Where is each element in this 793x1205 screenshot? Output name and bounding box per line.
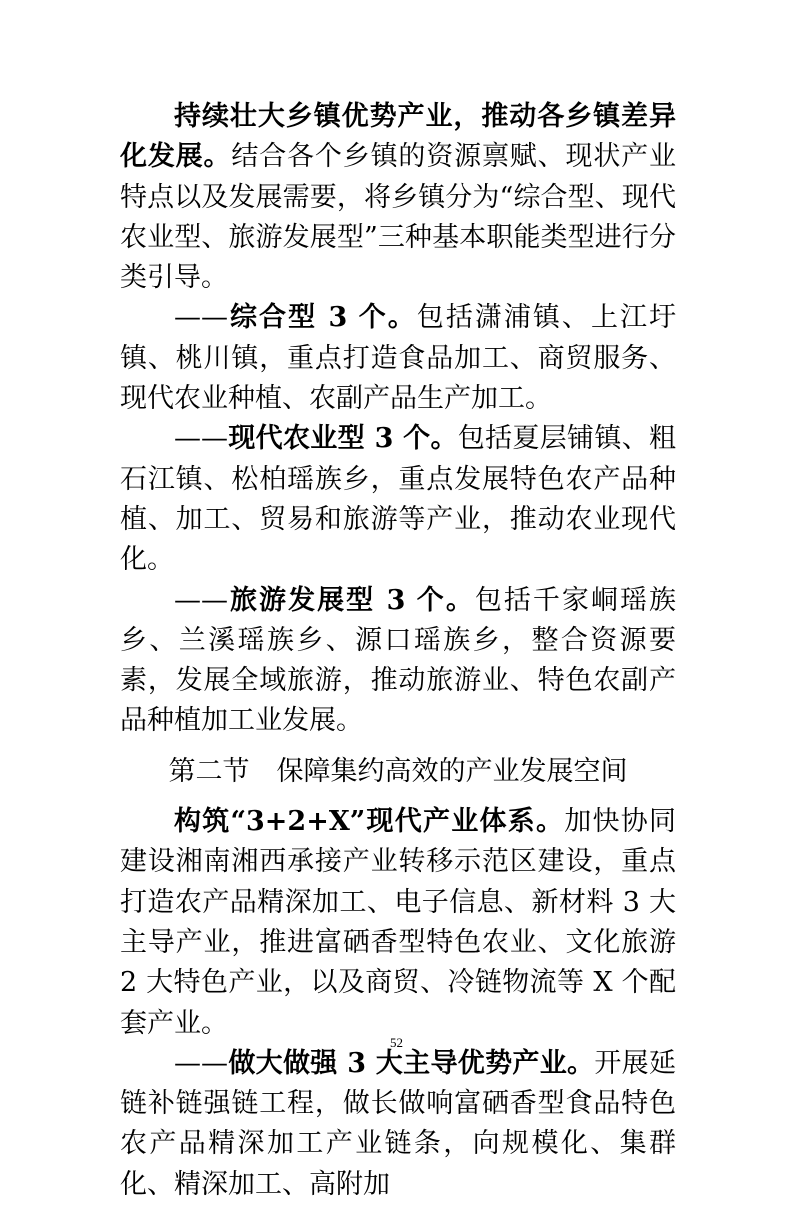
page-number: 52 (390, 1035, 403, 1050)
paragraph-lead-bold: 旅游发展型 3 个。 (228, 584, 475, 616)
paragraph-body: 包括潇浦镇、上江圩镇、桃川镇，重点打造食品加工、商贸服务、现代农业种植、农副产品生产加工。 (120, 302, 676, 415)
paragraph-lead-bold: 做大做强 3 大主导优势产业。 (228, 1047, 595, 1079)
paragraph-body: 包括夏层铺镇、粗石江镇、松柏瑶族乡，重点发展特色农产品种植、加工、贸易和旅游等产业，推动农业现代化。 (120, 423, 677, 576)
dash-marker: —— (174, 1047, 228, 1079)
paragraph-lead-bold: 持续壮大乡镇优势产业，推动各乡镇差异化发展。 (120, 101, 676, 173)
paragraph-lead-bold: 现代农业型 3 个。 (228, 423, 458, 455)
paragraph-body: 加快协同建设湘南湘西承接产业转移示范区建设，重点打造农产品精深加工、电子信息、新材料 3 大主导产业，推进富硒香型特色农业、文化旅游 2 大特色产业，以及商贸、冷链物流等 X 个配套产业。 (120, 806, 676, 1039)
paragraph-township-industries (120, 97, 676, 298)
paragraph-body: 结合各个乡镇的资源禀赋、现状产业特点以及发展需要，将乡镇分为“综合型、现代农业型、旅游发展型”三种基本职能类型进行分类引导。 (120, 141, 677, 294)
paragraph-body: 包括千家峒瑶族乡、兰溪瑶族乡、源口瑶族乡，整合资源要素，发展全域旅游，推动旅游业、特色农副产品种植加工业发展。 (120, 584, 676, 737)
dash-marker: —— (174, 584, 228, 616)
paragraph-comprehensive-type (120, 298, 676, 419)
paragraph-tourism-type (120, 581, 676, 742)
paragraph-leading-industries (120, 1044, 676, 1205)
paragraph-lead-bold: 构筑“3+2+X”现代产业体系。 (174, 806, 565, 838)
section-heading: 第二节 保障集约高效的产业发展空间 (168, 755, 628, 787)
paragraph-modern-agriculture-type (120, 419, 676, 580)
paragraph-industry-system (120, 802, 676, 1044)
dash-marker: —— (174, 302, 228, 334)
dash-marker: —— (174, 423, 228, 455)
paragraph-body: 开展延链补链强链工程，做长做响富硒香型食品特色农产品精深加工产业链条，向规模化、集群化、精深加工、高附加 (120, 1047, 676, 1200)
paragraph-lead-bold: 综合型 3 个。 (228, 302, 417, 334)
